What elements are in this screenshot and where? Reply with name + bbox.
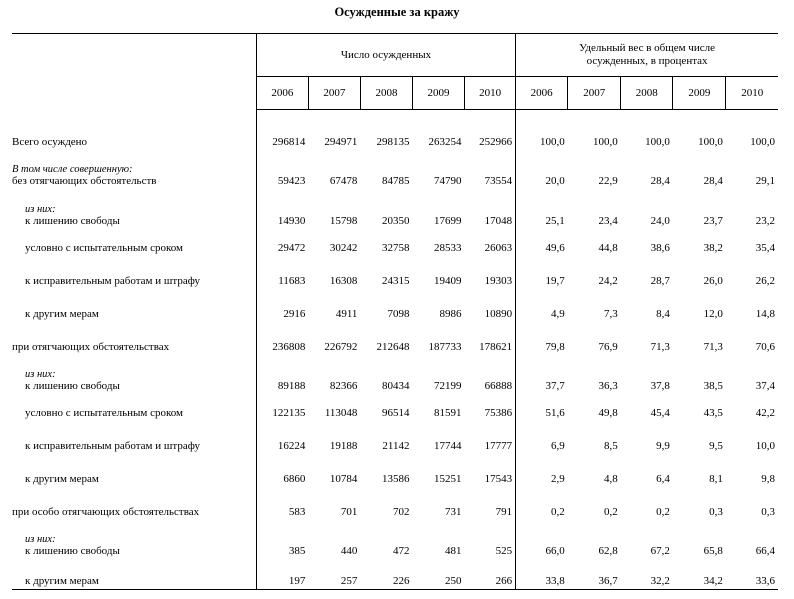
count-cell: 791 bbox=[465, 487, 516, 520]
year-header-share: 2007 bbox=[568, 77, 621, 110]
share-cell: 9,8 bbox=[761, 472, 775, 485]
count-cell: 257 bbox=[308, 559, 360, 590]
row-prefix: В том числе совершенную: bbox=[12, 163, 133, 175]
count-cell: 73554 bbox=[465, 150, 516, 189]
share-cell: 7,3 bbox=[604, 307, 618, 320]
share-cell: 43,5 bbox=[703, 406, 723, 419]
share-cell: 9,5 bbox=[709, 439, 723, 452]
share-cell: 19,7 bbox=[545, 274, 565, 287]
share-cell: 8,5 bbox=[604, 439, 618, 452]
share-cell: 20,0 bbox=[545, 174, 565, 187]
share-cell: 23,7 bbox=[703, 214, 723, 227]
count-cell: 16308 bbox=[329, 274, 358, 287]
share-cell: 9,9 bbox=[656, 439, 670, 452]
count-cell: 14930 bbox=[277, 214, 306, 227]
count-cell: 236808 bbox=[272, 340, 306, 353]
count-cell: 30242 bbox=[329, 241, 358, 254]
share-cell: 6,9 bbox=[550, 439, 565, 452]
count-cell: 197 bbox=[256, 559, 308, 590]
count-cell: 20350 bbox=[381, 214, 410, 227]
count-cell: 81591 bbox=[434, 406, 462, 419]
row-label-text: к другим мерам bbox=[25, 307, 99, 320]
table-row bbox=[12, 289, 778, 322]
count-cell: 15251 bbox=[434, 472, 462, 485]
row-label-text: к исправительным работам и штрафу bbox=[25, 274, 201, 287]
share-group-header-line1: Удельный вес в общем числе bbox=[579, 42, 715, 54]
row-label-text: к исправительным работам и штрафу bbox=[25, 439, 201, 452]
count-cell: 28533 bbox=[434, 241, 462, 254]
share-cell: 33,6 bbox=[726, 559, 778, 590]
row-label bbox=[12, 355, 256, 394]
share-cell: 67,2 bbox=[650, 544, 670, 557]
year-header-share: 2008 bbox=[621, 77, 673, 110]
share-cell: 35,4 bbox=[755, 241, 775, 254]
row-label bbox=[12, 289, 256, 322]
table-row bbox=[12, 454, 778, 487]
share-cell: 0,3 bbox=[709, 505, 723, 518]
count-cell: 89188 bbox=[277, 379, 306, 392]
share-cell: 28,4 bbox=[650, 174, 670, 187]
count-cell: 296814 bbox=[272, 135, 306, 148]
share-cell: 26,2 bbox=[755, 274, 775, 287]
count-cell: 67478 bbox=[329, 174, 358, 187]
share-cell: 10,0 bbox=[755, 439, 775, 452]
count-cell: 80434 bbox=[381, 379, 410, 392]
share-cell: 23,4 bbox=[598, 214, 618, 227]
share-cell: 4,9 bbox=[550, 307, 565, 320]
share-cell: 29,1 bbox=[755, 174, 775, 187]
table-row bbox=[12, 559, 778, 590]
row-label bbox=[12, 520, 256, 559]
share-cell: 0,2 bbox=[550, 505, 565, 518]
count-cell: 96514 bbox=[381, 406, 410, 419]
share-cell: 100,0 bbox=[698, 135, 723, 148]
count-cell: 10890 bbox=[465, 289, 516, 322]
share-cell: 49,6 bbox=[545, 241, 565, 254]
row-label-text: к лишению свободы bbox=[25, 379, 120, 392]
count-cell: 250 bbox=[412, 559, 464, 590]
row-label bbox=[12, 322, 256, 355]
share-cell: 24,2 bbox=[598, 274, 618, 287]
count-cell: 731 bbox=[445, 505, 462, 518]
share-cell: 2,9 bbox=[550, 472, 565, 485]
share-cell: 23,2 bbox=[755, 214, 775, 227]
row-label-text: к лишению свободы bbox=[25, 544, 120, 557]
row-label-text: к другим мерам bbox=[25, 575, 99, 587]
table-row bbox=[12, 322, 778, 355]
count-cell: 59423 bbox=[277, 174, 306, 187]
count-cell: 17744 bbox=[434, 439, 462, 452]
share-cell: 24,0 bbox=[650, 214, 670, 227]
share-cell: 51,6 bbox=[545, 406, 565, 419]
share-cell: 79,8 bbox=[545, 340, 565, 353]
share-cell: 71,3 bbox=[650, 340, 670, 353]
count-group-header: Число осужденных bbox=[256, 34, 515, 77]
count-cell: 472 bbox=[392, 544, 410, 557]
row-label-text: к другим мерам bbox=[25, 472, 99, 485]
table-row bbox=[12, 189, 778, 229]
table-row bbox=[12, 256, 778, 289]
count-cell: 583 bbox=[288, 505, 306, 518]
count-cell: 385 bbox=[288, 544, 306, 557]
table-row bbox=[12, 421, 778, 454]
count-cell: 122135 bbox=[272, 406, 306, 419]
share-cell: 66,0 bbox=[545, 544, 565, 557]
share-cell: 4,8 bbox=[604, 472, 618, 485]
count-cell: 481 bbox=[445, 544, 462, 557]
row-label bbox=[12, 487, 256, 520]
count-cell: 17699 bbox=[434, 214, 462, 227]
count-cell: 19303 bbox=[465, 256, 516, 289]
year-header-count: 2006 bbox=[256, 77, 308, 110]
year-header-count: 2009 bbox=[412, 77, 464, 110]
count-cell: 702 bbox=[392, 505, 410, 518]
share-cell: 37,8 bbox=[650, 379, 670, 392]
share-cell: 0,2 bbox=[656, 505, 670, 518]
count-cell: 74790 bbox=[434, 174, 462, 187]
count-cell: 32758 bbox=[381, 241, 410, 254]
count-cell: 21142 bbox=[382, 439, 410, 452]
count-cell: 72199 bbox=[434, 379, 462, 392]
share-cell: 12,0 bbox=[703, 307, 723, 320]
count-cell: 252966 bbox=[465, 110, 516, 150]
count-cell: 294971 bbox=[324, 135, 358, 148]
row-label bbox=[12, 454, 256, 487]
row-label-text: без отягчающих обстоятельств bbox=[12, 174, 157, 187]
page-title: Осужденные за кражу bbox=[334, 5, 460, 19]
share-cell: 26,0 bbox=[703, 274, 723, 287]
count-cell: 187733 bbox=[428, 340, 462, 353]
year-header-share: 2010 bbox=[726, 77, 778, 110]
share-cell: 25,1 bbox=[545, 214, 565, 227]
share-cell: 45,4 bbox=[650, 406, 670, 419]
table-row bbox=[12, 394, 778, 421]
table-row bbox=[12, 150, 778, 189]
share-cell: 36,7 bbox=[568, 559, 621, 590]
count-cell: 2916 bbox=[283, 307, 306, 320]
table-body bbox=[12, 110, 778, 590]
row-label bbox=[12, 394, 256, 421]
share-cell: 100,0 bbox=[539, 135, 565, 148]
count-cell: 17777 bbox=[465, 421, 516, 454]
year-header-count: 2007 bbox=[308, 77, 360, 110]
share-group-header bbox=[516, 34, 778, 77]
share-cell: 62,8 bbox=[598, 544, 618, 557]
count-cell: 16224 bbox=[277, 439, 306, 452]
share-cell: 0,2 bbox=[604, 505, 618, 518]
count-cell: 6860 bbox=[283, 472, 306, 485]
share-cell: 34,2 bbox=[673, 559, 726, 590]
share-cell: 28,4 bbox=[703, 174, 723, 187]
share-cell: 42,2 bbox=[755, 406, 775, 419]
count-cell: 11683 bbox=[278, 274, 306, 287]
share-cell: 32,2 bbox=[621, 559, 673, 590]
share-cell: 6,4 bbox=[656, 472, 670, 485]
count-cell: 525 bbox=[465, 520, 516, 559]
row-prefix: из них: bbox=[25, 368, 56, 380]
year-header-count: 2008 bbox=[360, 77, 412, 110]
share-cell: 70,6 bbox=[755, 340, 775, 353]
share-cell: 66,4 bbox=[755, 544, 775, 557]
row-label bbox=[12, 559, 256, 590]
row-label-text: при особо отягчающих обстоятельствах bbox=[12, 505, 200, 518]
count-cell: 84785 bbox=[381, 174, 410, 187]
share-cell: 37,7 bbox=[545, 379, 565, 392]
count-cell: 15798 bbox=[329, 214, 358, 227]
row-label-text: условно с испытательным сроком bbox=[25, 241, 184, 254]
table-row bbox=[12, 487, 778, 520]
count-cell: 263254 bbox=[428, 135, 462, 148]
count-cell: 178621 bbox=[465, 322, 516, 355]
row-label bbox=[12, 256, 256, 289]
count-cell: 113048 bbox=[324, 406, 358, 419]
group-header-row bbox=[12, 34, 778, 77]
count-cell: 226792 bbox=[324, 340, 358, 353]
count-cell: 17543 bbox=[465, 454, 516, 487]
share-cell: 38,2 bbox=[703, 241, 723, 254]
count-cell: 212648 bbox=[376, 340, 410, 353]
count-cell: 19188 bbox=[329, 439, 358, 452]
row-label bbox=[12, 150, 256, 189]
share-cell: 8,4 bbox=[656, 307, 670, 320]
row-prefix: из них: bbox=[25, 203, 56, 215]
table-row bbox=[12, 355, 778, 394]
count-cell: 7098 bbox=[387, 307, 410, 320]
year-header-count: 2010 bbox=[465, 77, 516, 110]
table-row bbox=[12, 520, 778, 559]
share-cell: 38,5 bbox=[703, 379, 723, 392]
count-cell: 10784 bbox=[329, 472, 358, 485]
share-cell: 65,8 bbox=[703, 544, 723, 557]
convicted-theft-table bbox=[12, 33, 778, 590]
share-cell: 100,0 bbox=[645, 135, 670, 148]
row-label bbox=[12, 229, 256, 256]
share-cell: 49,8 bbox=[598, 406, 618, 419]
share-cell: 100,0 bbox=[593, 135, 618, 148]
count-cell: 4911 bbox=[335, 307, 358, 320]
share-cell: 0,3 bbox=[761, 505, 775, 518]
count-cell: 8986 bbox=[439, 307, 462, 320]
share-cell: 44,8 bbox=[598, 241, 618, 254]
year-header-share: 2009 bbox=[673, 77, 726, 110]
count-cell: 17048 bbox=[465, 189, 516, 229]
count-cell: 13586 bbox=[381, 472, 410, 485]
count-cell: 701 bbox=[340, 505, 358, 518]
share-cell: 36,3 bbox=[598, 379, 618, 392]
share-cell: 71,3 bbox=[703, 340, 723, 353]
share-cell: 8,1 bbox=[709, 472, 723, 485]
count-cell: 266 bbox=[465, 559, 516, 590]
count-cell: 298135 bbox=[376, 135, 410, 148]
share-cell: 22,9 bbox=[598, 174, 618, 187]
row-label-text: Всего осуждено bbox=[12, 135, 88, 148]
share-cell: 14,8 bbox=[755, 307, 775, 320]
row-label-text: к лишению свободы bbox=[25, 214, 120, 227]
row-prefix: из них: bbox=[25, 533, 56, 545]
row-label-header bbox=[12, 34, 256, 110]
count-cell: 19409 bbox=[434, 274, 462, 287]
row-label-text: условно с испытательным сроком bbox=[25, 406, 184, 419]
share-group-header-line2: осужденных, в процентах bbox=[586, 55, 708, 67]
row-label bbox=[12, 421, 256, 454]
row-label bbox=[12, 110, 256, 150]
share-cell: 33,8 bbox=[516, 559, 568, 590]
share-cell: 38,6 bbox=[650, 241, 670, 254]
count-cell: 29472 bbox=[277, 241, 306, 254]
share-cell: 100,0 bbox=[750, 135, 775, 148]
count-cell: 26063 bbox=[465, 229, 516, 256]
count-cell: 24315 bbox=[381, 274, 410, 287]
row-label bbox=[12, 189, 256, 229]
count-cell: 226 bbox=[360, 559, 412, 590]
share-cell: 28,7 bbox=[650, 274, 670, 287]
table-row bbox=[12, 110, 778, 150]
share-cell: 76,9 bbox=[598, 340, 618, 353]
table-row bbox=[12, 229, 778, 256]
row-label-text: при отягчающих обстоятельствах bbox=[12, 340, 170, 353]
count-cell: 75386 bbox=[465, 394, 516, 421]
count-cell: 82366 bbox=[329, 379, 358, 392]
count-cell: 440 bbox=[340, 544, 358, 557]
year-header-share: 2006 bbox=[516, 77, 568, 110]
share-cell: 37,4 bbox=[755, 379, 775, 392]
count-cell: 66888 bbox=[465, 355, 516, 394]
